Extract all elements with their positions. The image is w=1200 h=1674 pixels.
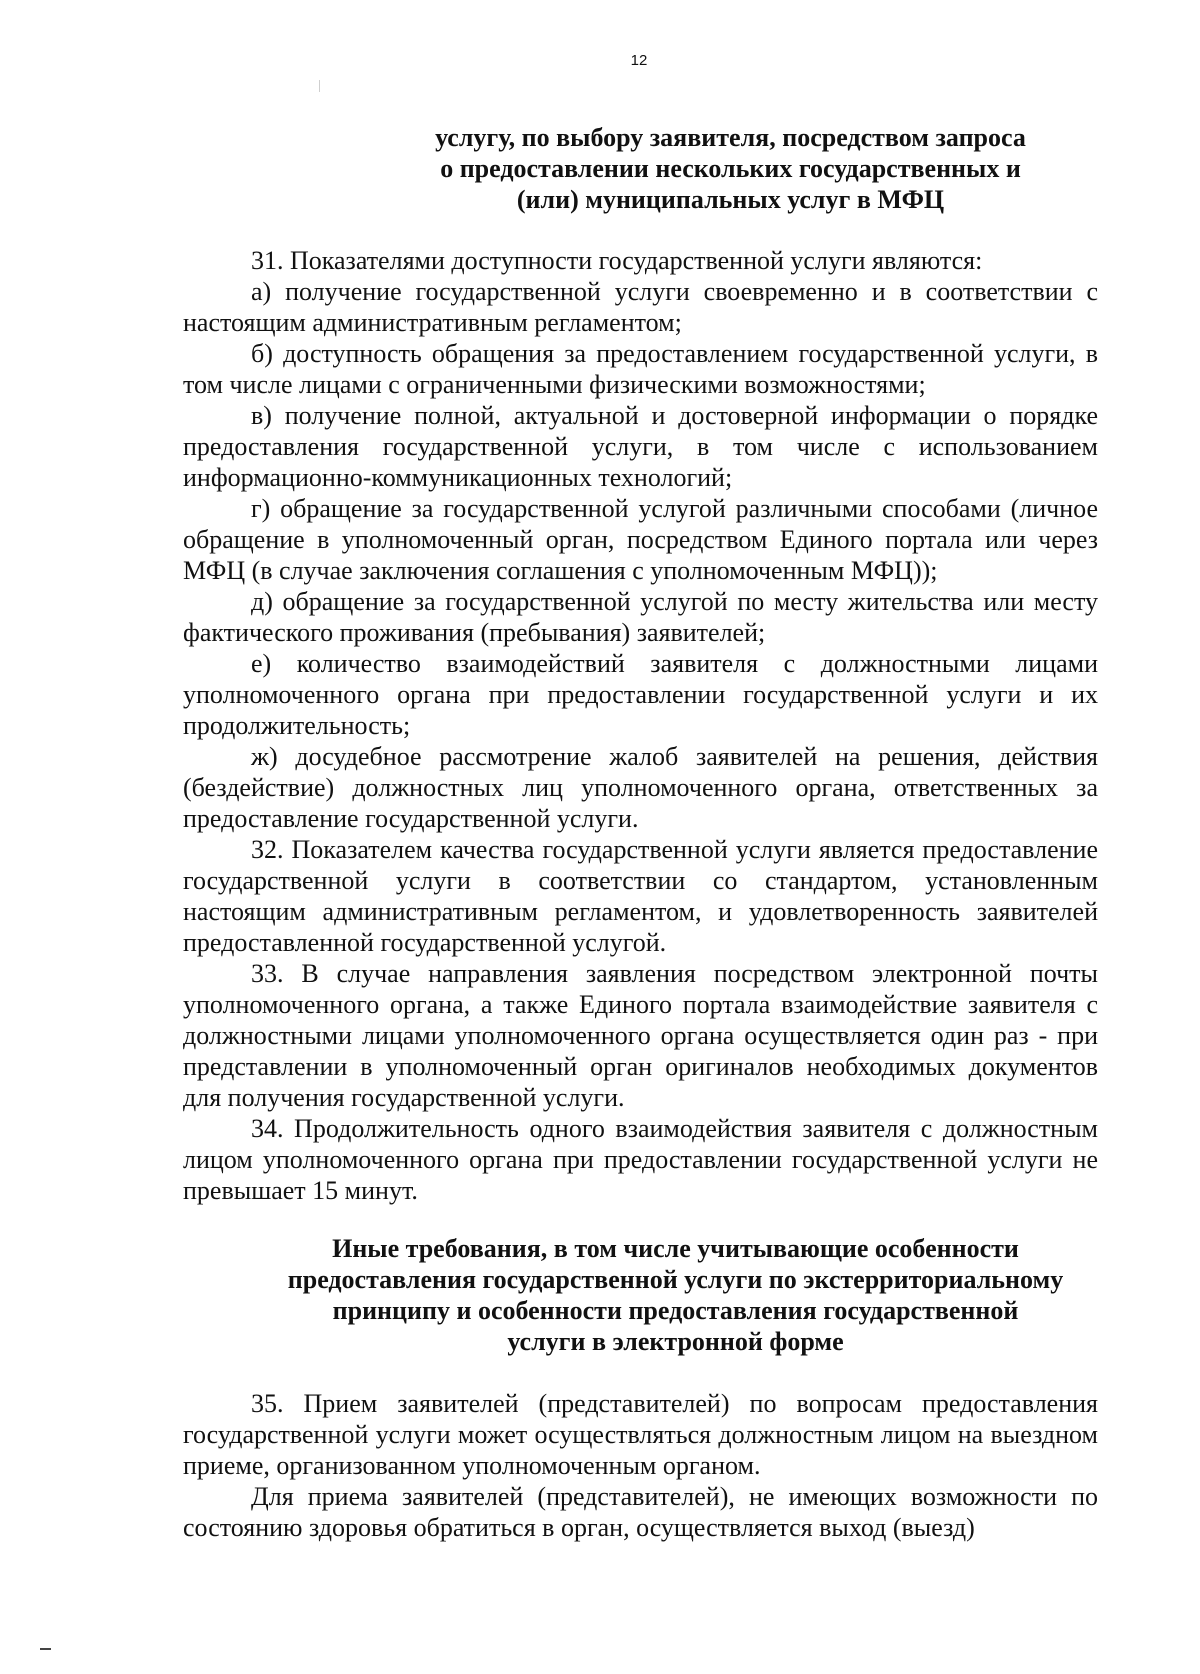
- paragraph-35-continued: Для приема заявителей (представителей), не имеющих возможности по состоянию здоровья обратиться в орган, осуществляется выход (выезд): [183, 1482, 1098, 1542]
- paragraph-31v: в) получение полной, актуальной и достоверной информации о порядке предоставления государственной услуги, в том числе с использованием информационно-коммуникационных технологий;: [183, 401, 1098, 492]
- paragraph-31d: д) обращение за государственной услугой по месту жительства или месту фактического проживания (пребывания) заявителей;: [183, 587, 1098, 647]
- document-body: [183, 122, 1098, 1543]
- paragraph-32: 32. Показателем качества государственной услуги является предоставление государственной услуги в соответствии со стандартом, установленным настоящим административным регламентом, и удовлетворенность заявителей предоставленной государственной услугой.: [183, 835, 1098, 957]
- section-heading: [253, 1233, 1098, 1357]
- scan-mark: [319, 80, 320, 92]
- heading-line: услуги в электронной форме: [507, 1327, 844, 1356]
- heading-line: услугу, по выбору заявителя, посредством запроса: [435, 123, 1026, 152]
- paragraph-31: 31. Показателями доступности государственной услуги являются:: [251, 246, 983, 275]
- paragraph-31zh: ж) досудебное рассмотрение жалоб заявителей на решения, действия (бездействие) должностных лиц уполномоченного органа, ответственных за предоставление государственной услуги.: [183, 742, 1098, 833]
- heading-line: принципу и особенности предоставления государственной: [332, 1296, 1019, 1325]
- paragraph-31a: а) получение государственной услуги своевременно и в соответствии с настоящим административным регламентом;: [183, 277, 1098, 337]
- paragraph-31e: е) количество взаимодействий заявителя с должностными лицами уполномоченного органа при предоставлении государственной услуги и их продолжительность;: [183, 649, 1098, 740]
- heading-line: о предоставлении нескольких государственных и: [440, 154, 1021, 183]
- paragraph-34: 34. Продолжительность одного взаимодействия заявителя с должностным лицом уполномоченного органа при предоставлении государственной услуги не превышает 15 минут.: [183, 1114, 1098, 1205]
- paragraph-35: 35. Прием заявителей (представителей) по вопросам предоставления государственной услуги может осуществляться должностным лицом на выездном приеме, организованном уполномоченным органом.: [183, 1389, 1098, 1480]
- paragraph-33: 33. В случае направления заявления посредством электронной почты уполномоченного органа, а также Единого портала взаимодействие заявителя с должностными лицами уполномоченного органа осуществляется один раз - при представлении в уполномоченный орган оригиналов необходимых документов для получения государственной услуги.: [183, 959, 1098, 1112]
- heading-line: Иные требования, в том числе учитывающие особенности: [332, 1234, 1019, 1263]
- paragraph-31g: г) обращение за государственной услугой различными способами (личное обращение в уполномоченный орган, посредством Единого портала или через МФЦ (в случае заключения соглашения с уполномоченным МФЦ));: [183, 494, 1098, 585]
- heading-line: предоставления государственной услуги по экстерриториальному: [287, 1265, 1064, 1294]
- paragraph-31b: б) доступность обращения за предоставлением государственной услуги, в том числе лицами с ограниченными физическими возможностями;: [183, 339, 1098, 399]
- scan-mark: [40, 1648, 51, 1650]
- page-number: 12: [630, 52, 648, 69]
- section-heading-continued: [333, 122, 1128, 215]
- heading-line: (или) муниципальных услуг в МФЦ: [516, 185, 945, 214]
